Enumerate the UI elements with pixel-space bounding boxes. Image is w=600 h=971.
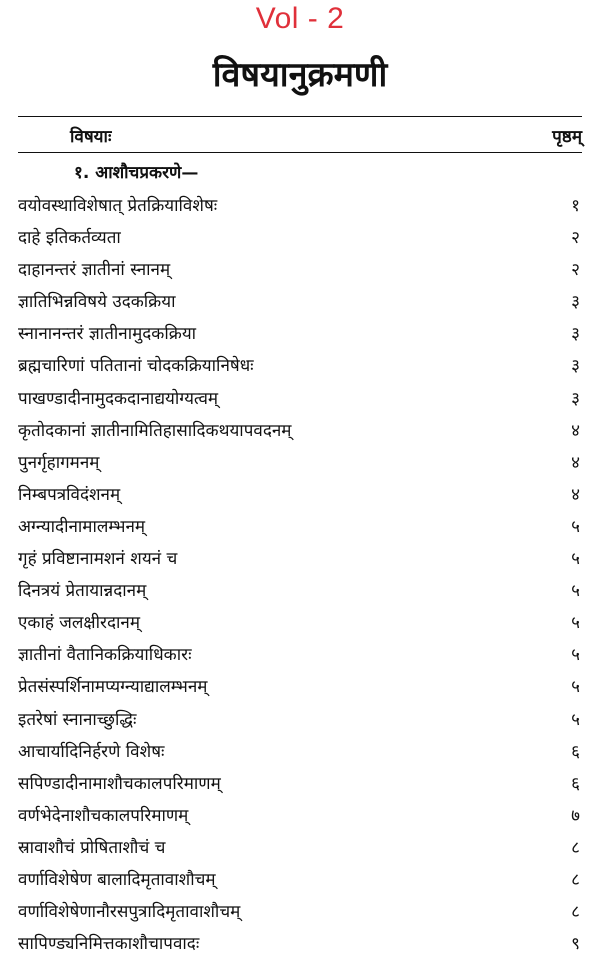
toc-entry-topic: सपिण्डादीनामाशौचकालपरिमाणम् xyxy=(18,773,221,794)
header-rule-top xyxy=(18,116,582,117)
toc-entry-topic: ज्ञातीनां वैतानिकक्रियाधिकारः xyxy=(18,645,192,666)
toc-entry-page: ४ xyxy=(571,484,580,505)
toc-entry-page: १ xyxy=(571,196,580,216)
toc-entry xyxy=(18,222,582,254)
toc-entry-topic: स्रावाशौचं प्रोषिताशौचं च xyxy=(18,837,166,858)
header-rule-bottom xyxy=(18,152,582,153)
table-header xyxy=(18,124,582,150)
toc-entry-topic: स्नानानन्तरं ज्ञातीनामुदकक्रिया xyxy=(18,324,197,345)
toc-entry-page: २ xyxy=(571,228,580,249)
toc-entry-page: ९ xyxy=(571,934,580,955)
toc-entry-page: ५ xyxy=(571,709,580,730)
toc-entry-page: ८ xyxy=(571,902,580,923)
toc-entry xyxy=(18,639,582,671)
toc-entry-page: ८ xyxy=(571,869,580,890)
toc-entry xyxy=(18,768,582,800)
toc-entry xyxy=(18,286,582,318)
toc-entry-page: ३ xyxy=(571,292,580,313)
toc-entry xyxy=(18,800,582,832)
toc-entry-page: ८ xyxy=(571,837,580,858)
toc-entry xyxy=(18,447,582,479)
toc-entry-topic: वर्णभेदेनाशौचकालपरिमाणम् xyxy=(18,805,189,826)
toc-entry xyxy=(18,511,582,543)
page-title: विषयानुक्रमणी xyxy=(212,55,388,95)
toc-entry-topic: वर्णाविशेषेणानौरसपुत्रादिमृतावाशौचम् xyxy=(18,902,241,923)
toc-entry-topic: आचार्यादिनिर्हरणे विशेषः xyxy=(18,741,165,762)
toc-entry-page: ७ xyxy=(571,805,580,826)
volume-label: Vol - 2 xyxy=(255,2,345,35)
toc-entry-page: ६ xyxy=(571,741,580,762)
toc-entry-topic: वर्णाविशेषेण बालादिमृतावाशौचम् xyxy=(18,869,216,890)
toc-entry-page: ३ xyxy=(571,324,580,345)
toc-entry-topic: ज्ञातिभिन्नविषये उदकक्रिया xyxy=(18,292,176,313)
toc-entry-topic: एकाहं जलक्षीरदानम् xyxy=(18,613,141,634)
toc-entry xyxy=(18,318,582,350)
toc-entry xyxy=(18,896,582,928)
toc-entry xyxy=(18,543,582,575)
toc-entry xyxy=(18,607,582,639)
toc-entry-page: ५ xyxy=(571,516,580,537)
page-column-header: पृष्ठम् xyxy=(552,127,582,147)
toc-entry-page: ३ xyxy=(571,356,580,377)
section-heading: १. आशौचप्रकरणे— xyxy=(74,163,199,183)
toc-entry-topic: प्रेतसंस्पर्शिनामप्यग्न्याद्यालम्भनम् xyxy=(18,677,208,698)
toc-entry-topic: पुनर्गृहागमनम् xyxy=(18,452,100,473)
toc-entry xyxy=(18,832,582,864)
toc-entry-topic: निम्बपत्रविदंशनम् xyxy=(18,484,121,505)
toc-entry-topic: सापिण्ड्यनिमित्तकाशौचापवादः xyxy=(18,934,200,955)
toc-entry-topic: पाखण्डादीनामुदकदानाद्ययोग्यत्वम् xyxy=(18,388,219,409)
toc-entry-page: ४ xyxy=(571,420,580,441)
toc-entry-page: ५ xyxy=(571,645,580,666)
toc-entry-page: ५ xyxy=(571,677,580,698)
toc-entry-topic: दिनत्रयं प्रेतायान्नदानम् xyxy=(18,581,147,602)
toc-entry xyxy=(18,190,582,222)
toc-entry xyxy=(18,671,582,703)
toc-entry-page: ३ xyxy=(571,388,580,409)
toc-entry xyxy=(18,415,582,447)
toc-entry-topic: दाहे इतिकर्तव्यता xyxy=(18,228,121,249)
toc-entry-topic: अग्न्यादीनामालम्भनम् xyxy=(18,516,146,537)
toc-entry xyxy=(18,350,582,382)
toc-entry-topic: दाहानन्तरं ज्ञातीनां स्नानम् xyxy=(18,260,171,281)
toc-entry-topic: ब्रह्मचारिणां पतितानां चोदकक्रियानिषेधः xyxy=(18,356,254,377)
toc-entry-page: ६ xyxy=(571,773,580,794)
toc-entry-topic: वयोवस्थाविशेषात् प्रेतक्रियाविशेषः xyxy=(18,196,218,216)
toc-entry xyxy=(18,479,582,511)
toc-entry xyxy=(18,864,582,896)
toc-entry-page: ५ xyxy=(571,581,580,602)
toc-entry xyxy=(18,928,582,960)
toc-entry xyxy=(18,704,582,736)
toc-entry-page: २ xyxy=(571,260,580,281)
toc-entry-topic: इतरेषां स्नानाच्छुद्धिः xyxy=(18,709,137,730)
toc-entry xyxy=(18,575,582,607)
toc-entry-topic: कृतोदकानां ज्ञातीनामितिहासादिकथयापवदनम् xyxy=(18,420,292,441)
toc-entry-page: ४ xyxy=(571,452,580,473)
contents-list xyxy=(18,190,582,960)
subject-column-header: विषयाः xyxy=(70,127,112,147)
toc-entry xyxy=(18,254,582,286)
toc-entry xyxy=(18,736,582,768)
toc-entry-topic: गृहं प्रविष्टानामशनं शयनं च xyxy=(18,549,178,570)
toc-entry xyxy=(18,383,582,415)
toc-entry-page: ५ xyxy=(571,613,580,634)
toc-entry-page: ५ xyxy=(571,549,580,570)
